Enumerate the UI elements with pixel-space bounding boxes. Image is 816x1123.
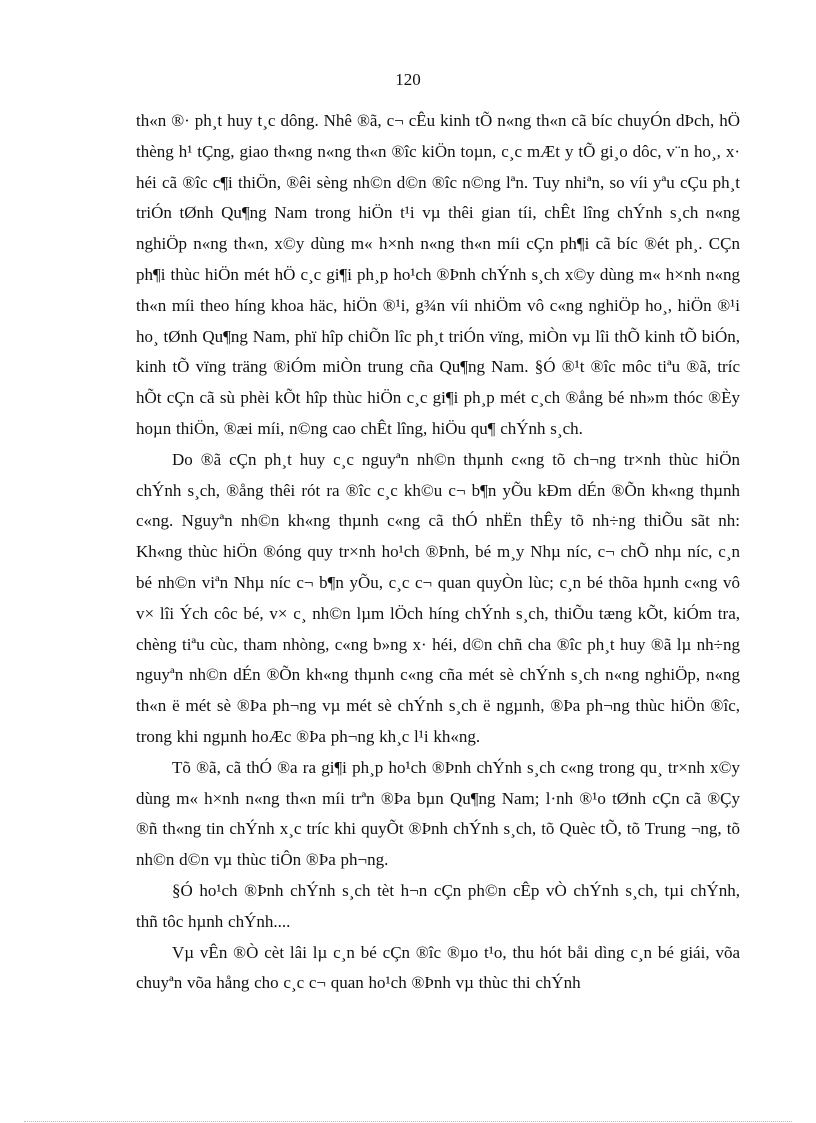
page-number: 120 bbox=[395, 70, 421, 89]
paragraph: §Ó ho¹ch ®Þnh chÝnh s¸ch tèt h¬n cÇn ph©n cÊp vÒ chÝnh s¸ch, tµi chÝnh, thñ tôc hµnh chÝnh.... bbox=[136, 880, 740, 931]
paragraph: Do ®ã cÇn ph¸t huy c¸c nguyªn nh©n thµnh c«ng tõ ch¬ng tr×nh thùc hiÖn chÝnh s¸ch, ®ång thêi rót ra ®îc c¸c kh©u c¬ b¶n yÕu kÐm dÉn ®Õn kh«ng thµnh c«ng. Nguyªn nh©n kh«ng thµnh c«ng cã thÓ nhËn thÊy tõ nh÷ng thiÕu sãt nh: Kh«ng thùc hiÖn ®óng quy tr×nh ho¹ch ®Þnh, bé m¸y Nhµ níc, c¬ chÕ nhµ níc, c¸n bé nh©n viªn Nhµ níc c¬ b¶n yÕu, c¸c c¬ quan quyÒn lùc; c¸n bé thõa hµnh c«ng vô v× lîi Ých côc bé, v× c¸ nh©n lµm lÖch híng chÝnh s¸ch, thiÕu tæng kÕt, kiÓm tra, chèng tiªu cùc, tham nhòng, c«ng b»ng x· héi, d©n chñ cha ®îc ph¸t huy ®ã lµ nh÷ng nguyªn nh©n dÉn ®Õn kh«ng thµnh c«ng cña mét sè chÝnh s¸ch n«ng nghiÖp, n«ng th«n ë mét sè ®Þa ph¬ng vµ mét sè chÝnh s¸ch ë ngµnh, ®Þa ph¬ng thùc hiÖn ®îc, trong khi ngµnh hoÆc ®Þa ph¬ng kh¸c l¹i kh«ng. bbox=[136, 449, 740, 746]
paragraph: Tõ ®ã, cã thÓ ®a ra gi¶i ph¸p ho¹ch ®Þnh chÝnh s¸ch c«ng trong qu¸ tr×nh x©y dùng m« h×nh n«ng th«n míi trªn ®Þa bµn Qu¶ng Nam; l·nh ®¹o tØnh cÇn cã ®Çy ®ñ th«ng tin chÝnh x¸c tríc khi quyÕt ®Þnh chÝnh s¸ch, tõ Quèc tÕ, tõ Trung ¬ng, tõ nh©n d©n vµ thùc tiÔn ®Þa ph¬ng. bbox=[136, 757, 740, 870]
page-bottom-divider bbox=[24, 1121, 792, 1122]
paragraph: th«n ®· ph¸t huy t¸c dông. Nhê ®ã, c¬ cÊu kinh tÕ n«ng th«n cã bíc chuyÓn dÞch, hÖ thèng h¹ tÇng, giao th«ng n«ng th«n ®îc kiÖn toµn, c¸c mÆt y tÕ gi¸o dôc, v¨n ho¸, x· héi cã ®îc c¶i thiÖn, ®êi sèng nh©n d©n ®îc n©ng lªn. Tuy nhiªn, so víi yªu cÇu ph¸t triÓn tØnh Qu¶ng Nam trong hiÖn t¹i vµ thêi gian tíi, chÊt lîng chÝnh s¸ch n«ng nghiÖp n«ng th«n, x©y dùng m« h×nh n«ng th«n míi cÇn ph¶i cã bíc ®ét ph¸. CÇn ph¶i thùc hiÖn mét hÖ c¸c gi¶i ph¸p ho¹ch ®Þnh chÝnh s¸ch x©y dùng m« h×nh n«ng th«n míi theo híng khoa häc, hiÖn ®¹i, g¾n víi nhiÖm vô c«ng nghiÖp ho¸, hiÖn ®¹i ho¸ tØnh Qu¶ng Nam, phï hîp chiÕn lîc ph¸t triÓn vïng, miÒn vµ lîi thÕ kinh tÕ biÓn, kinh tÕ vïng träng ®iÓm miÒn trung cña Qu¶ng Nam. §Ó ®¹t ®îc môc tiªu ®ã, tríc hÕt cÇn cã sù phèi kÕt hîp thùc hiÖn c¸c gi¶i ph¸p mét c¸ch ®ång bé nh»m thóc ®Èy hoµn thiÖn, ®æi míi, n©ng cao chÊt lîng, hiÖu qu¶ chÝnh s¸ch. bbox=[136, 111, 740, 438]
body-text bbox=[136, 106, 740, 999]
paragraph: Vµ vÊn ®Ò cèt lâi lµ c¸n bé cÇn ®îc ®µo t¹o, thu hót båi dìng c¸n bé giái, võa chuyªn võa hång cho c¸c c¬ quan ho¹ch ®Þnh vµ thùc thi chÝnh bbox=[136, 942, 740, 993]
